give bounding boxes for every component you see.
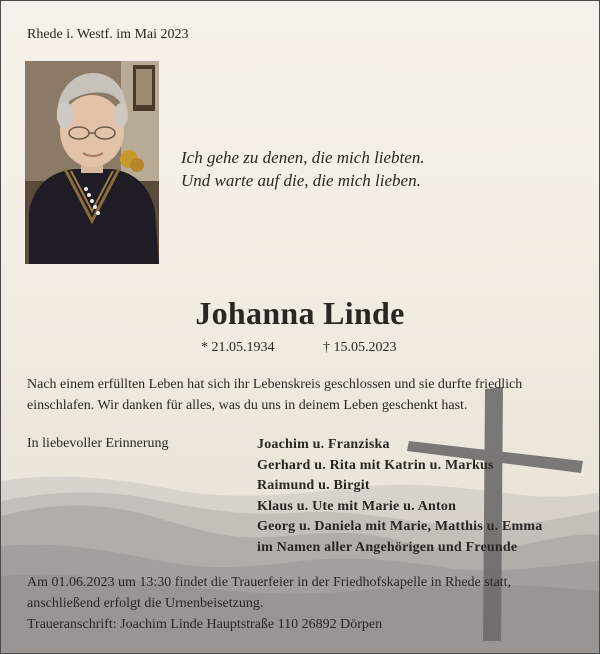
funeral-info: [27, 572, 511, 635]
deceased-name: Johanna Linde: [195, 295, 405, 331]
family-member: Raimund u. Birgit: [257, 478, 370, 493]
location-date: Rhede i. Westf. im Mai 2023: [27, 27, 189, 42]
text-line: Nach einem erfüllten Leben hat sich ihr Lebenskreis geschlossen und sie durfte friedlich: [27, 377, 523, 392]
family-member: Georg u. Daniela mit Marie, Matthis u. Emma: [257, 519, 543, 534]
funeral-line: anschließend erfolgt die Urnenbeisetzung.: [27, 596, 264, 611]
family-member: Joachim u. Franziska: [257, 437, 390, 452]
family-list: [257, 435, 542, 558]
funeral-line: Am 01.06.2023 um 13:30 findet die Trauerfeier in der Friedhofskapelle in Rhede statt,: [27, 575, 512, 590]
family-member: im Namen aller Angehörigen und Freunde: [257, 539, 518, 555]
portrait-photo: [25, 61, 159, 264]
obituary-text: [27, 374, 522, 416]
birth-date: * 21.05.1934: [201, 340, 275, 355]
quote-line: Und warte auf die, die mich lieben.: [181, 171, 421, 190]
remembrance-label: In liebevoller Erinnerung: [27, 436, 169, 451]
family-member: Gerhard u. Rita mit Katrin u. Markus: [257, 457, 494, 473]
quote-line: Ich gehe zu denen, die mich liebten.: [181, 148, 425, 167]
family-member: Klaus u. Ute mit Marie u. Anton: [257, 498, 457, 514]
text-line: einschlafen. Wir danken für alles, was du uns in deinem Leben geschenkt hast.: [27, 398, 468, 413]
mourning-address: Traueranschrift: Joachim Linde Hauptstraße 110 26892 Dörpen: [27, 617, 383, 632]
death-date: † 15.05.2023: [323, 340, 397, 355]
memorial-quote: [181, 146, 425, 192]
